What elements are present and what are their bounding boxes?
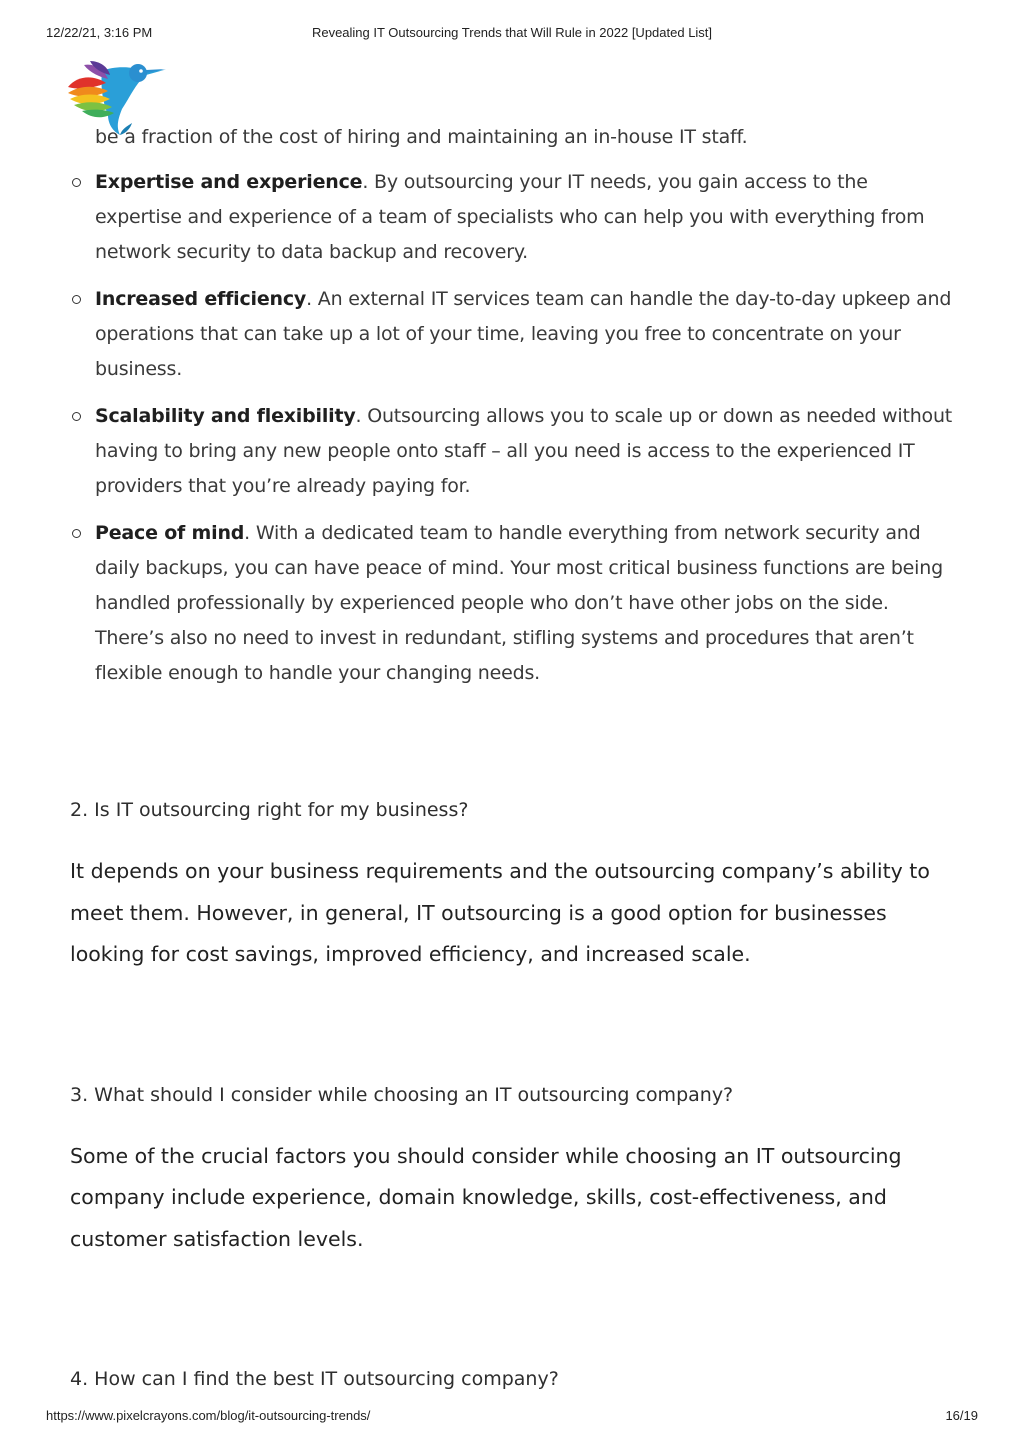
list-item (70, 165, 960, 270)
list-item-text: . Outsourcing allows you to scale up or down as needed without having to bring any new people onto staff – all you need is access to the experienced IT providers that you’re already paying for. (95, 405, 953, 497)
hollow-circle-bullet-icon (72, 412, 81, 421)
print-date: 12/22/21, 3:16 PM (46, 25, 153, 40)
list-item-term: Expertise and experience (95, 171, 363, 193)
hollow-circle-bullet-icon (72, 295, 81, 304)
print-header (0, 25, 1024, 43)
faq-question-3[interactable]: 3. What should I consider while choosing an IT outsourcing company? (70, 1083, 734, 1106)
list-item-term: Peace of mind (95, 522, 245, 544)
hollow-circle-bullet-icon (72, 529, 81, 538)
faq-answer-2: It depends on your business requirements and the outsourcing company’s ability to meet them. However, in general, IT outsourcing is a good option for businesses looking for cost savings, improved efficiency, and increased scale. (70, 859, 930, 966)
list-item-text: . An external IT services team can handle the day-to-day upkeep and operations that can take up a lot of your time, leaving you free to concentrate on your business. (95, 288, 952, 380)
list-item (70, 399, 960, 504)
print-footer (0, 1408, 1024, 1426)
faq-question-2[interactable]: 2. Is IT outsourcing right for my business? (70, 799, 469, 821)
print-page-title: Revealing IT Outsourcing Trends that Will Rule in 2022 [Updated List] (311, 25, 713, 40)
list-item (70, 516, 960, 691)
faq-question-4[interactable]: 4. How can I find the best IT outsourcing company? (70, 1368, 559, 1390)
list-item (70, 282, 960, 387)
faq-answer-3: Some of the crucial factors you should consider while choosing an IT outsourcing company include experience, domain knowledge, skills, cost-effectiveness, and customer satisfaction levels. (70, 1143, 902, 1251)
page-number: 16/19 (945, 1408, 978, 1423)
print-url: https://www.pixelcrayons.com/blog/it-outsourcing-trends/ (46, 1408, 371, 1423)
list-item-text: . By outsourcing your IT needs, you gain access to the expertise and experience of a team of specialists who can help you with everything from network security to data backup and recovery. (95, 171, 925, 263)
list-item-term: Scalability and flexibility (95, 405, 356, 427)
article-content (70, 120, 960, 1392)
hollow-circle-bullet-icon (72, 178, 81, 187)
benefits-list (70, 165, 960, 691)
list-item-term: Increased efficiency (95, 288, 307, 310)
clipped-paragraph-line: be a fraction of the cost of hiring and maintaining an in-house IT staff. (95, 126, 748, 148)
list-item-text: . With a dedicated team to handle everything from network security and daily backups, you can have peace of mind. Your most critical business functions are being handled professionally by experienced people who don’t have other jobs on the side. There’s also no need to invest in redundant, stifling systems and procedures that aren’t flexible enough to handle your changing needs. (95, 522, 943, 684)
